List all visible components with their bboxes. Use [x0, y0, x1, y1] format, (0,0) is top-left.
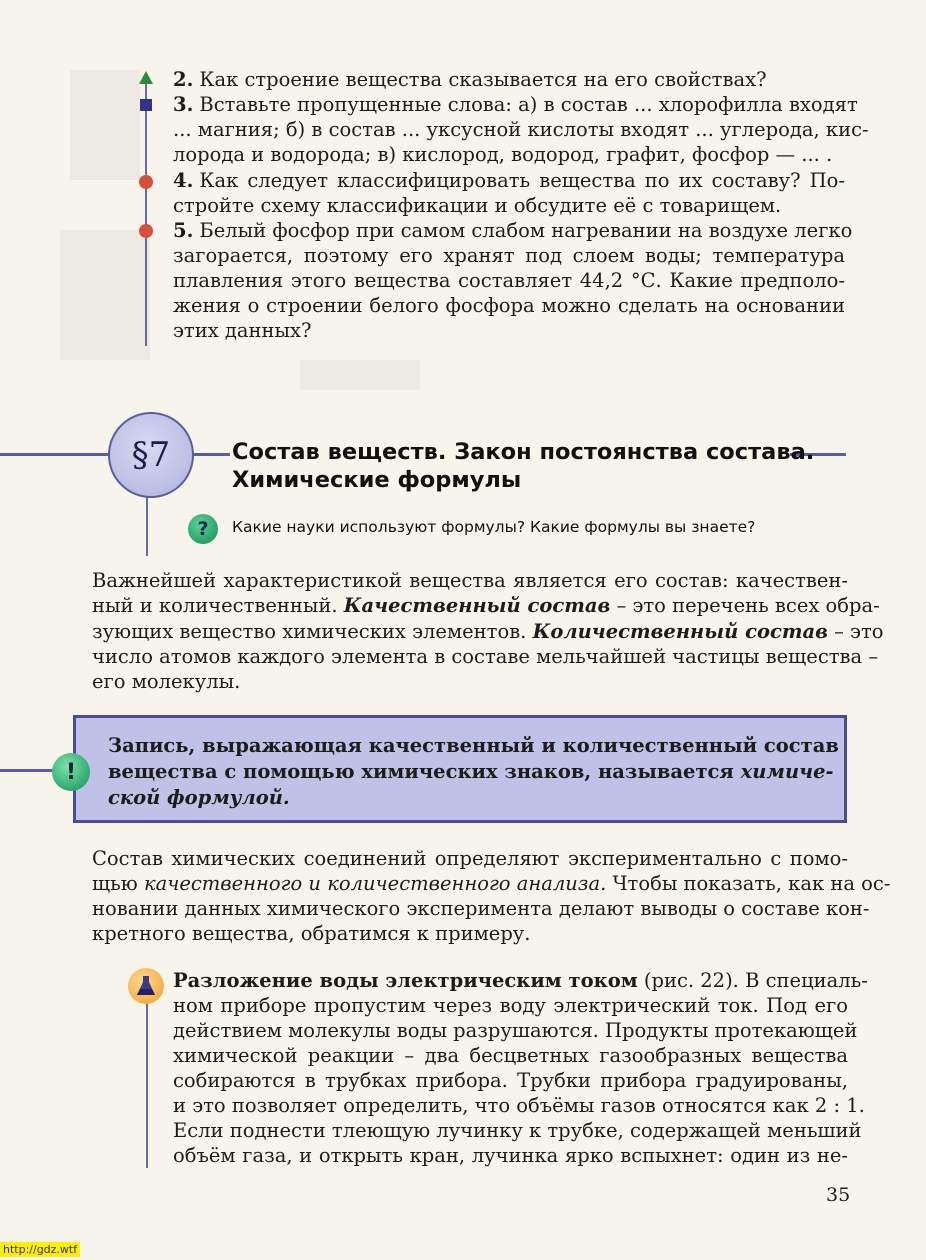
exclamation-icon: ! — [52, 753, 90, 791]
experiment-line-1: Разложение воды электрическим током (рис. 22). В специаль- — [173, 969, 868, 992]
definition-line-1: Запись, выражающая качественный и количественный состав — [108, 734, 839, 757]
page-number: 35 — [826, 1184, 851, 1206]
question-3-line-1: 3. Вставьте пропущенные слова: а) в состав ... хлорофилла входят — [173, 93, 858, 116]
section-rule-down — [146, 496, 148, 556]
analysis-line-1: Состав химических соединений определяют экспериментально с помо- — [92, 847, 848, 870]
experiment-line-5: собираются в трубках прибора. Трубки прибора градуированы, — [173, 1069, 848, 1092]
experiment-line-6: и это позволяет определить, что объёмы газов относятся как 2 : 1. — [173, 1094, 865, 1117]
experiment-line-4: химической реакции – два бесцветных газообразных вещества — [173, 1044, 848, 1067]
experiment-margin-line — [146, 1000, 148, 1168]
definition-line-3: ской формулой. — [108, 786, 290, 809]
question-5-line-4: жения о строении белого фосфора можно сделать на основании — [173, 294, 845, 317]
definition-line-2: вещества с помощью химических знаков, называется химиче- — [108, 760, 834, 783]
experiment-line-3: действием молекулы воды разрушаются. Продукты протекающей — [173, 1019, 858, 1042]
question-5-line-2: загорается, поэтому его хранят под слоем воды; температура — [173, 244, 845, 267]
question-2: 2. Как строение вещества сказывается на его свойствах? — [173, 68, 767, 91]
bleed-through — [300, 360, 420, 390]
circle-marker-icon — [139, 224, 153, 238]
section-title-line-1: Состав веществ. Закон постоянства состава. — [232, 439, 815, 465]
question-5-line-3: плавления этого вещества составляет 44,2 °С. Какие предполо- — [173, 269, 845, 292]
square-marker-icon — [140, 99, 152, 111]
question-3-line-2: ... магния; б) в состав ... уксусной кислоты входят ... углерода, кис- — [173, 118, 869, 141]
experiment-line-7: Если поднести тлеющую лучинку к трубке, содержащей меньший — [173, 1119, 862, 1142]
question-5-line-1: 5. Белый фосфор при самом слабом нагревании на воздухе легко — [173, 219, 853, 242]
section-rule-right — [192, 453, 230, 456]
question-4-line-2: стройте схему классификации и обсудите её с товарищем. — [173, 194, 782, 217]
question-mark-icon: ? — [188, 514, 218, 544]
experiment-line-8: объём газа, и открыть кран, лучинка ярко вспыхнет: один из не- — [173, 1144, 848, 1167]
question-4-line-1: 4. Как следует классифицировать вещества по их составу? По- — [173, 169, 845, 192]
intro-line-1: Важнейшей характеристикой вещества является его состав: качествен- — [92, 569, 848, 592]
questions-margin-line — [145, 78, 147, 346]
section-question: Какие науки используют формулы? Какие формулы вы знаете? — [232, 518, 756, 536]
experiment-line-2: ном приборе пропустим через воду электрический ток. Под его — [173, 994, 848, 1017]
section-rule-left — [0, 453, 110, 456]
intro-line-2: ный и количественный. Качественный состав – это перечень всех обра- — [92, 594, 880, 617]
analysis-line-2: щью качественного и количественного анализа. Чтобы показать, как на ос- — [92, 872, 891, 895]
watermark-link[interactable]: http://gdz.wtf — [0, 1242, 80, 1257]
analysis-line-4: кретного вещества, обратимся к примеру. — [92, 922, 531, 945]
bleed-through — [60, 230, 150, 360]
question-3-line-3: лорода и водорода; в) кислород, водород, графит, фосфор — ... . — [173, 143, 833, 166]
intro-line-3: зующих вещество химических элементов. Количественный состав – это — [92, 620, 884, 643]
question-5-line-5: этих данных? — [173, 319, 312, 342]
flask-icon — [128, 968, 164, 1004]
triangle-marker-icon — [139, 71, 153, 84]
intro-line-5: его молекулы. — [92, 670, 241, 693]
circle-marker-icon — [139, 175, 153, 189]
section-number-badge: §7 — [108, 412, 194, 498]
intro-line-4: число атомов каждого элемента в составе мельчайшей частицы вещества – — [92, 645, 879, 668]
analysis-line-3: новании данных химического эксперимента делают выводы о составе кон- — [92, 897, 870, 920]
bleed-through — [70, 70, 140, 180]
section-title-line-2: Химические формулы — [232, 467, 522, 493]
callout-rule — [0, 769, 60, 772]
